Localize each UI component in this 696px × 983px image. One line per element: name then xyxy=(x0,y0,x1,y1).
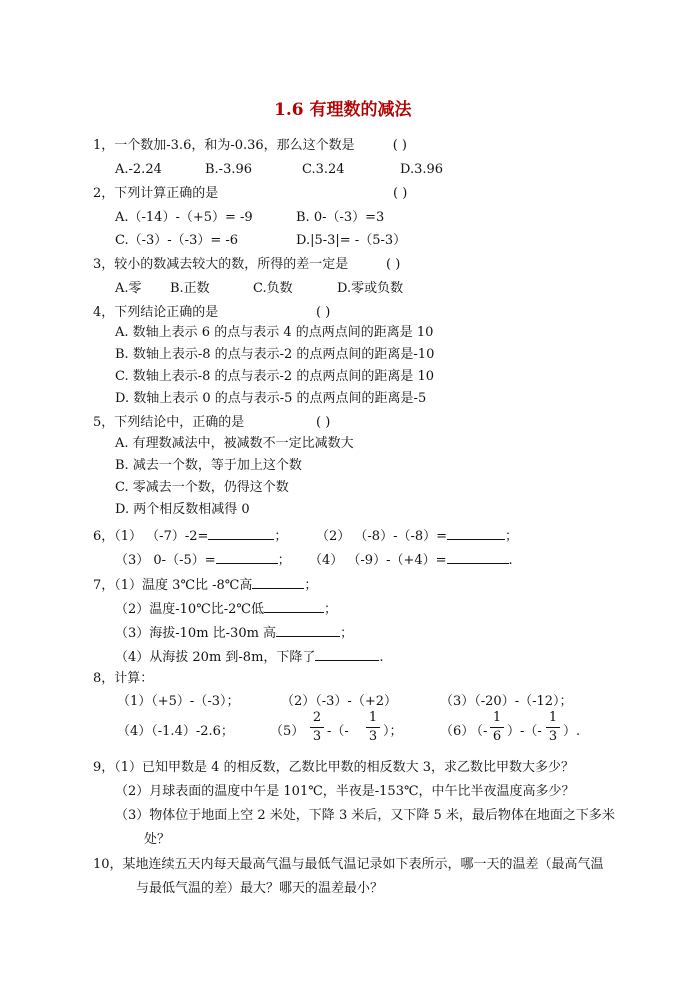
q8-part-3: （3）（-20）-（-12）； xyxy=(440,694,573,709)
q8-part-6-fraction-2 xyxy=(546,710,560,745)
q8-part-5-fraction-2 xyxy=(366,710,380,745)
q8-part-6-open: （- xyxy=(470,724,488,739)
q7-part-1-text: 7，（1）温度 3℃比 -8℃高 xyxy=(93,578,253,593)
q7-part-2-blank[interactable] xyxy=(264,599,324,613)
q3-option-b: B.正数 xyxy=(170,281,210,296)
q6-part-3-blank[interactable] xyxy=(216,550,278,564)
q6-part-3-text: （3） 0-（-5）= xyxy=(115,553,216,568)
q6-part-2-end: ； xyxy=(505,529,519,544)
q5-option-d: D. 两个相反数相减得 0 xyxy=(115,502,250,517)
fraction-denominator: 3 xyxy=(368,729,378,744)
q2-option-a: A.（-14）-（+5）= -9 xyxy=(115,210,253,225)
q6-part-2-text: （2） （-8）-（-8）= xyxy=(316,529,448,544)
q5-option-c: C. 零减去一个数，仍得这个数 xyxy=(115,480,289,495)
q9-part-1: 9，（1）已知甲数是 4 的相反数，乙数比甲数的相反数大 3，求乙数比甲数大多少？ xyxy=(93,760,574,775)
question-8-stem: 8，计算： xyxy=(93,671,154,686)
q4-option-b: B. 数轴上表示-8 的点与表示-2 的点两点间的距离是-10 xyxy=(115,347,435,362)
q8-part-6-label: （6） xyxy=(440,724,475,739)
q9-part-3-line-1: （3）物体位于地面上空 2 米处，下降 3 米后，又下降 5 米，最后物体在地面之下多米 xyxy=(115,808,615,823)
q6-part-2 xyxy=(316,526,518,545)
q7-part-4-end: . xyxy=(379,650,384,665)
question-4-answer-paren: ( ) xyxy=(316,305,331,320)
q3-option-c: C.负数 xyxy=(253,281,293,296)
q7-part-3-end: ； xyxy=(340,626,354,641)
question-1-answer-paren: ( ) xyxy=(392,138,407,153)
q7-part-3 xyxy=(115,623,353,642)
q4-option-c: C. 数轴上表示-8 的点与表示-2 的点两点间的距离是 10 xyxy=(115,369,435,384)
q7-part-2-end: ； xyxy=(323,602,337,617)
fraction-numerator: 1 xyxy=(548,710,558,725)
question-2-answer-paren: ( ) xyxy=(393,186,408,201)
q6-part-1 xyxy=(93,526,287,545)
q8-part-5-label: （5） xyxy=(270,724,305,739)
q7-part-3-blank[interactable] xyxy=(276,623,340,637)
q1-option-b: B.-3.96 xyxy=(205,162,253,177)
q8-part-5-fraction-1 xyxy=(310,710,324,745)
q7-part-2 xyxy=(115,599,337,618)
fraction-bar xyxy=(490,727,504,728)
q5-option-a: A. 有理数减法中，被减数不一定比减数大 xyxy=(115,436,354,451)
q3-option-d: D.零或负数 xyxy=(337,281,404,296)
question-1-stem xyxy=(93,138,407,154)
q8-part-6-operator: ）-（- xyxy=(507,724,542,739)
q8-part-1: （1）（+5）-（-3）； xyxy=(117,694,240,709)
q7-part-4-blank[interactable] xyxy=(315,647,379,661)
q1-option-a: A.-2.24 xyxy=(115,162,162,177)
q8-part-4: （4）（-1.4）-2.6； xyxy=(117,724,234,739)
q8-part-6-end: ）. xyxy=(563,724,581,739)
q3-option-a: A.零 xyxy=(115,281,142,296)
q9-part-3-line-2: 处？ xyxy=(144,832,171,847)
fraction-numerator: 2 xyxy=(312,710,322,725)
q6-part-4-end: . xyxy=(508,553,513,568)
fraction-denominator: 3 xyxy=(312,729,322,744)
q7-part-1-blank[interactable] xyxy=(252,575,304,589)
q2-option-d: D.|5-3|= -（5-3） xyxy=(296,233,407,248)
q8-part-5-end: ）； xyxy=(383,724,403,739)
fraction-denominator: 6 xyxy=(492,729,502,744)
q6-part-2-blank[interactable] xyxy=(447,526,505,540)
question-1-text: 1，一个数加-3.6，和为-0.36，那么这个数是 xyxy=(93,138,355,153)
fraction-numerator: 1 xyxy=(368,710,378,725)
q8-part-5-operator: -（- xyxy=(327,724,349,739)
q6-part-3-end: ； xyxy=(277,553,291,568)
question-10-line-2: 与最低气温的差）最大？哪天的温差最小？ xyxy=(136,881,384,896)
q1-option-d: D.3.96 xyxy=(400,162,444,177)
fraction-numerator: 1 xyxy=(492,710,502,725)
q7-part-1-end: ； xyxy=(304,578,318,593)
question-10-line-1: 10，某地连续五天内每天最高气温与最低气温记录如下表所示，哪一天的温差（最高气温 xyxy=(93,857,604,872)
q8-part-6-fraction-1 xyxy=(490,710,504,745)
q7-part-4 xyxy=(115,647,384,666)
fraction-bar xyxy=(310,727,324,728)
q6-part-1-text: 6，（1） （-7）-2= xyxy=(93,529,209,544)
q4-option-d: D. 数轴上表示 0 的点与表示-5 的点两点间的距离是-5 xyxy=(115,391,427,406)
q9-part-2: （2）月球表面的温度中午是 101℃，半夜是-153℃，中午比半夜温度高多少？ xyxy=(115,784,575,799)
fraction-bar xyxy=(546,727,560,728)
q7-part-1 xyxy=(93,575,317,594)
q2-option-c: C.（-3）-（-3）= -6 xyxy=(115,233,239,248)
q6-part-4-blank[interactable] xyxy=(447,550,509,564)
question-3-answer-paren: ( ) xyxy=(386,257,401,272)
q4-option-a: A. 数轴上表示 6 的点与表示 4 的点两点间的距离是 10 xyxy=(115,325,434,340)
q1-option-c: C.3.24 xyxy=(302,162,345,177)
q6-part-1-end: ； xyxy=(274,529,288,544)
q8-part-2: （2）（-3）-（+2） xyxy=(281,694,397,709)
q6-part-4 xyxy=(309,550,513,569)
q7-part-2-text: （2）温度-10℃比-2℃低 xyxy=(115,602,264,617)
q7-part-3-text: （3）海拔-10m 比-30m 高 xyxy=(115,626,277,641)
q2-option-b: B. 0-（-3）=3 xyxy=(296,210,385,225)
q7-part-4-text: （4）从海拔 20m 到-8m，下降了 xyxy=(115,650,316,665)
q6-part-3 xyxy=(115,550,291,569)
question-5-stem: 5，下列结论中，正确的是 xyxy=(93,415,245,430)
fraction-bar xyxy=(366,727,380,728)
question-3-stem: 3，较小的数减去较大的数，所得的差一定是 xyxy=(93,257,349,272)
q6-part-4-text: （4） （-9）-（+4）= xyxy=(309,553,447,568)
question-4-stem: 4，下列结论正确的是 xyxy=(93,305,219,320)
question-2-stem: 2，下列计算正确的是 xyxy=(93,186,219,201)
q5-option-b: B. 减去一个数，等于加上这个数 xyxy=(115,458,302,473)
fraction-denominator: 3 xyxy=(548,729,558,744)
page-title: 1.6 有理数的减法 xyxy=(274,100,412,120)
question-5-answer-paren: ( ) xyxy=(316,415,331,430)
q6-part-1-blank[interactable] xyxy=(208,526,274,540)
